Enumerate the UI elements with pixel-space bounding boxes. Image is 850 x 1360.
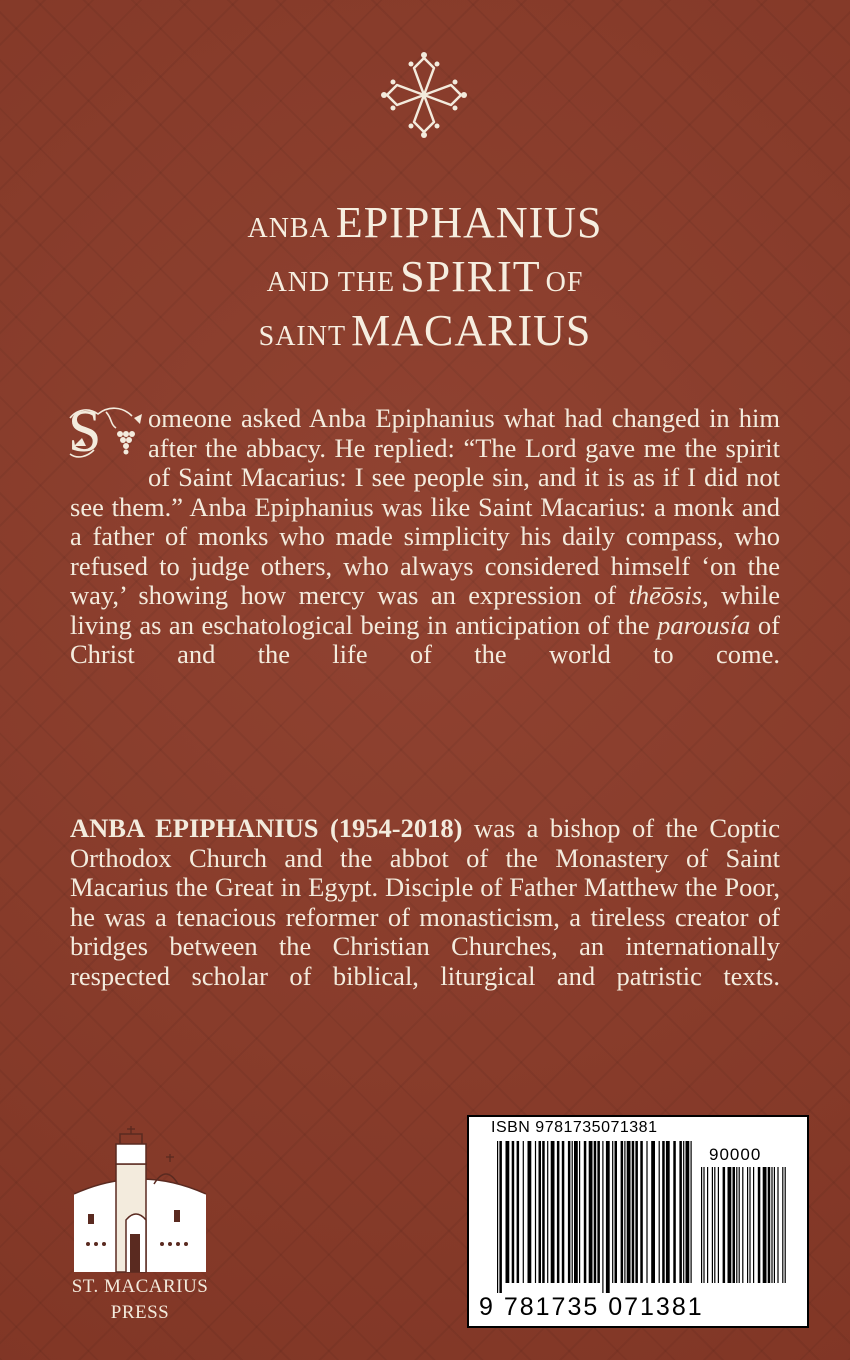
barcode-bar [646,1141,647,1283]
barcode-bar [535,1141,536,1283]
monastery-icon [70,1124,210,1274]
barcode-bar [749,1167,750,1283]
barcode-bar [774,1167,775,1283]
barcode-bar [723,1167,726,1283]
barcode-bar [782,1167,783,1283]
barcode-bar [557,1141,560,1283]
addon-barcode-bars [701,1167,791,1293]
barcode-bar [547,1141,548,1283]
barcode-bar [499,1141,502,1293]
barcode-bar [597,1141,600,1283]
barcode-bar [679,1141,682,1283]
main-barcode-bars [497,1141,697,1293]
title-line-2: AND THE SPIRIT OF [266,252,584,301]
barcode-bar [707,1167,708,1283]
barcode-bar [632,1141,635,1283]
author-bio-paragraph: ANBA EPIPHANIUS (1954-2018) was a bishop of the Coptic Orthodox Church and the abbot of the Monastery of Saint Macarius the Great in Egypt. Disciple of Father Matthew the Poor, he was a tenacious reformer of monasticism, a tireless creator of bridges between the Christian Churches, an internationally respected scholar of biblical, liturgical and patristic texts. [70,813,780,991]
barcode-bar [703,1167,704,1283]
barcode-bar [686,1141,690,1283]
barcode-bar [758,1167,761,1283]
barcode-bar [572,1141,573,1283]
barcode-bar [666,1141,670,1283]
isbn-barcode [467,1115,809,1328]
book-title [0,196,850,358]
barcode-bar [621,1141,624,1283]
coptic-cross-icon [381,52,467,138]
barcode-bar [624,1141,625,1283]
barcode-bar [612,1141,613,1283]
blurb-paragraph: S omeone asked Anba Epiphanius what had changed in him after the abbacy. He replied: “The Lord gave me the spirit of Saint Macarius: I see people sin, and it is as if I did not see them.” Anba Epiphanius was like Saint Macarius: a monk and a father of monks who made simplicity his daily compass, who refused to judge others, who always considered himself ‘on the way,’ showing how mercy was an expression of thēōsis, while living as an eschatological being in anticipation of the parousía of Christ and the life of the world to come. [68,398,780,669]
barcode-bar [691,1141,692,1283]
barcode-bar [584,1141,587,1283]
barcode-bar [523,1141,524,1283]
barcode-bar [753,1167,754,1283]
dropcap: S [68,404,144,464]
title-line-1: ANBA EPIPHANIUS [247,198,603,247]
barcode-bar [673,1141,676,1283]
barcode-bar [739,1167,740,1283]
barcode-bar [718,1167,719,1283]
barcode-bar [683,1141,684,1283]
barcode-bar [517,1141,520,1283]
barcode-bar [747,1167,748,1283]
barcode-bar [574,1141,578,1283]
barcode-bar [615,1141,618,1283]
barcode-bar [662,1141,665,1283]
barcode-bar [497,1141,498,1293]
barcode-bar [742,1167,743,1283]
barcode-bar [728,1167,732,1283]
isbn-label: ISBN 9781735071381 [491,1119,658,1136]
barcode-bar [785,1167,786,1283]
barcode-bar [542,1141,545,1283]
barcode-bar [763,1167,767,1283]
barcode-bar [659,1141,660,1283]
barcode-bar [539,1141,542,1283]
barcode-bar [771,1167,772,1283]
barcode-bar [606,1141,610,1293]
barcode-bar [602,1141,603,1293]
barcode-bar [777,1167,778,1283]
barcode-bar [579,1141,580,1283]
barcode-bar [627,1141,631,1283]
barcode-bar [512,1141,515,1283]
barcode-bar [736,1167,737,1283]
barcode-bar [701,1167,702,1283]
barcode-bar [589,1141,593,1283]
barcode-bar [551,1141,555,1283]
barcode-bar [768,1167,771,1283]
barcode-bar [562,1141,565,1283]
barcode-bar [594,1141,597,1283]
title-line-3: SAINT MACARIUS [258,306,592,355]
price-code: 90000 [709,1145,762,1164]
barcode-bar [733,1167,736,1283]
barcode-digits: 9 781735 071381 [479,1293,704,1321]
publisher-name: ST. MACARIUS PRESS [71,1276,209,1323]
barcode-bar [635,1141,638,1283]
barcode-bar [714,1167,715,1283]
publisher-logo [66,1124,214,1324]
barcode-bar [651,1141,655,1283]
barcode-bar [528,1141,532,1283]
barcode-bar [568,1141,571,1283]
barcode-bar [506,1141,510,1283]
barcode-bar [640,1141,643,1283]
barcode-bar [712,1167,713,1283]
